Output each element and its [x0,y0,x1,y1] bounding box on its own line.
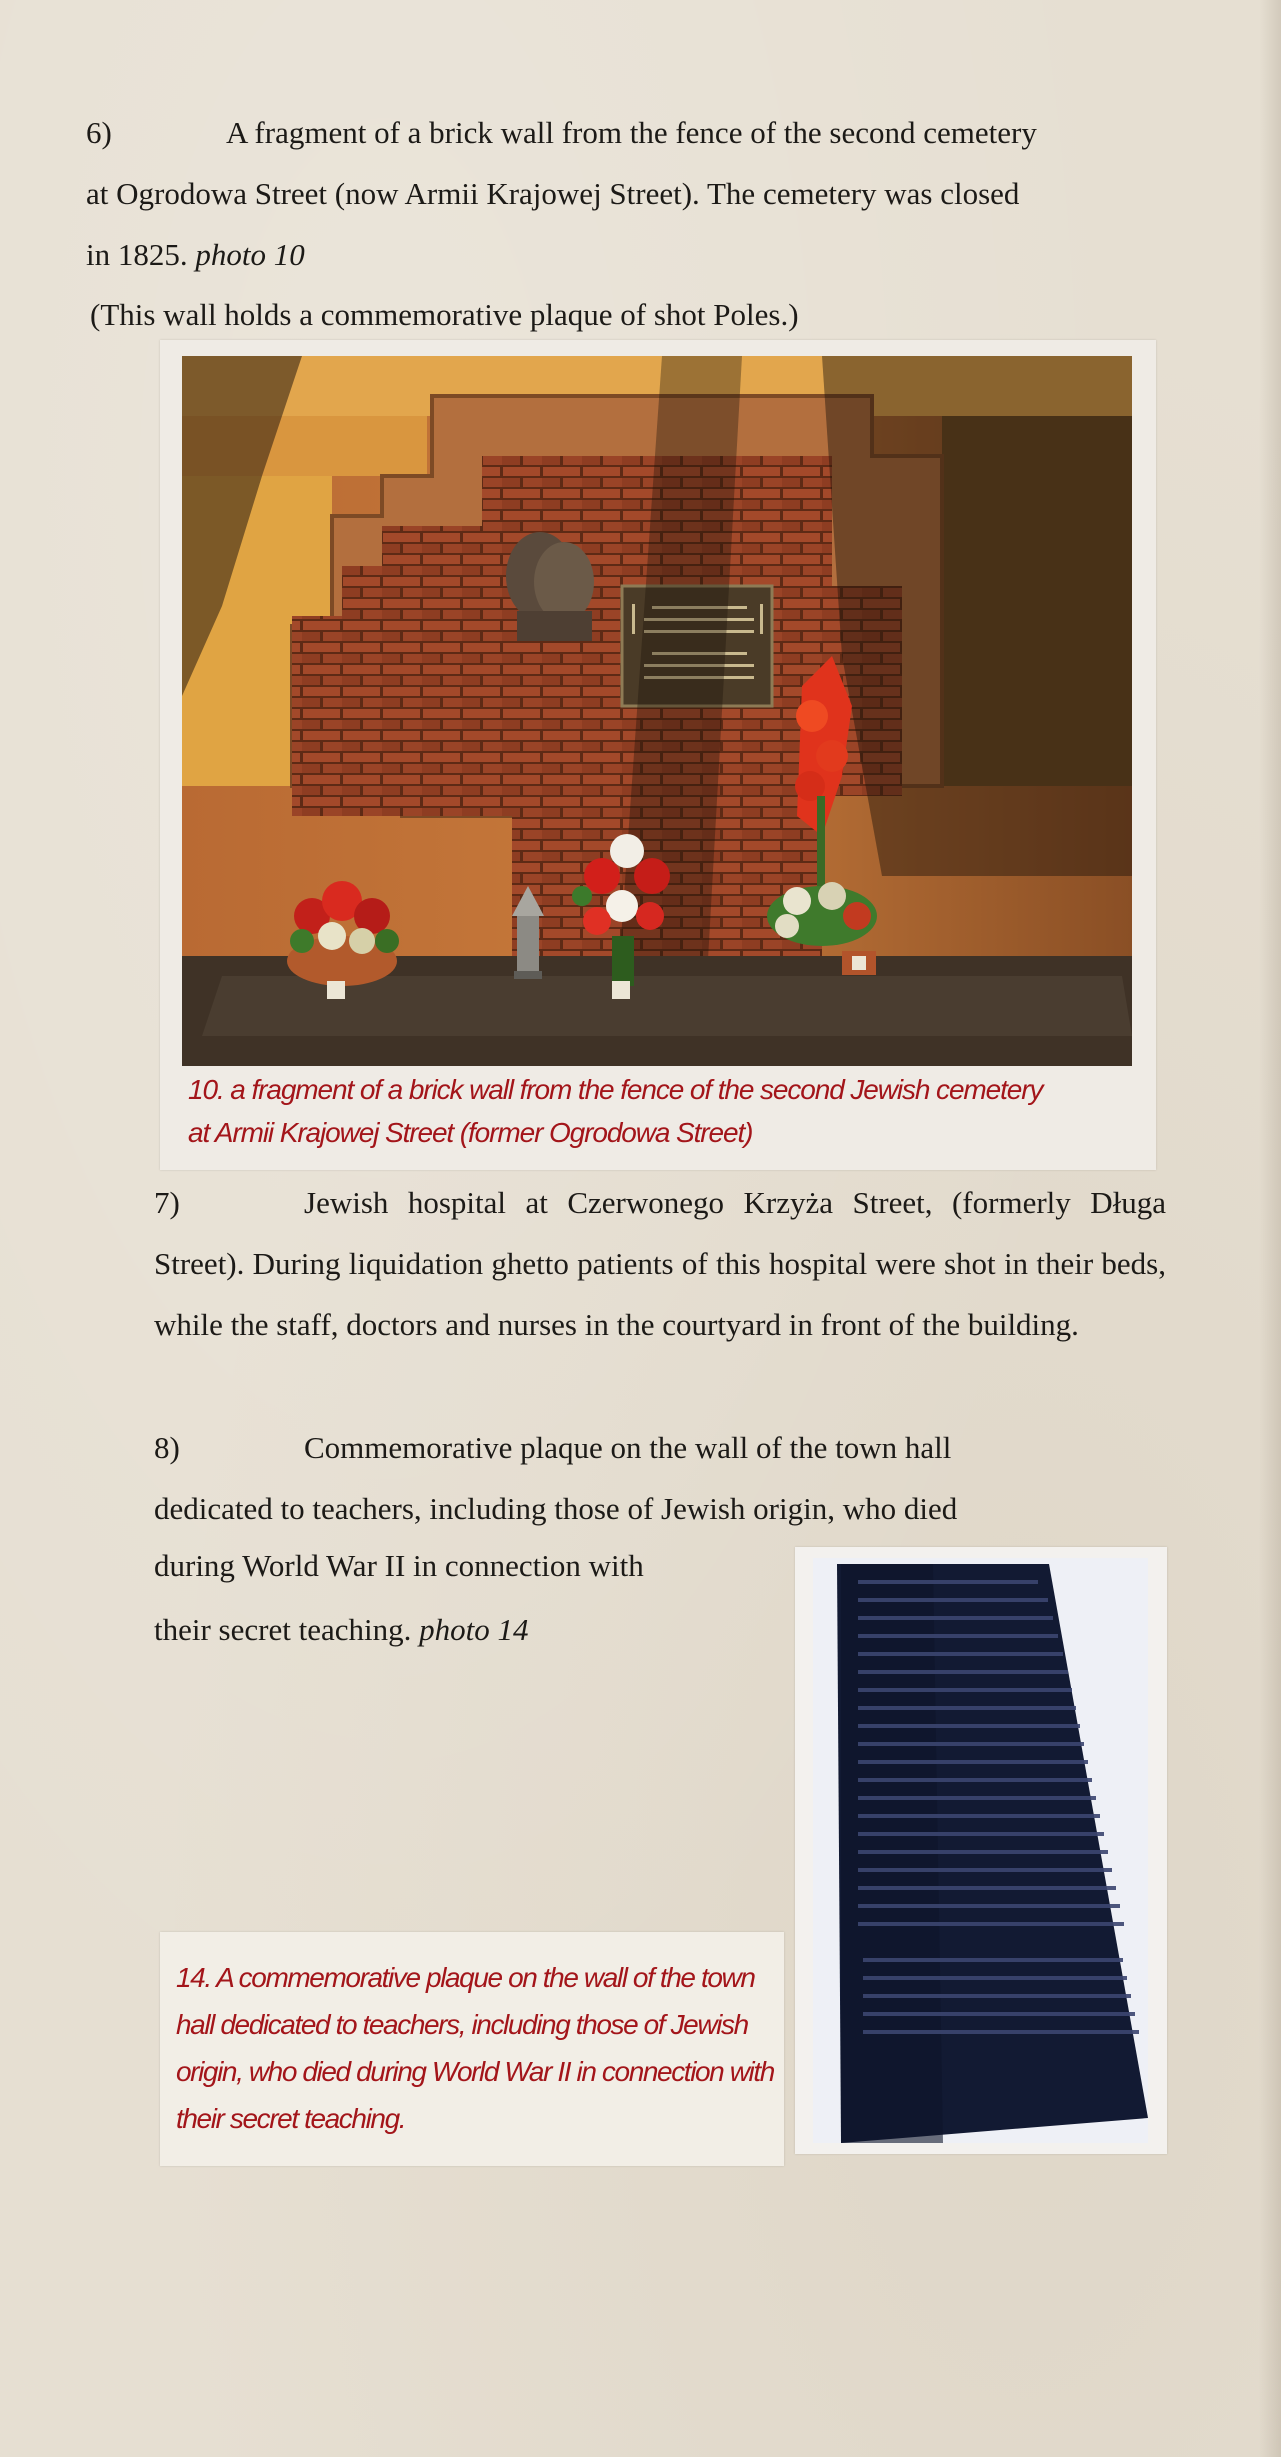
section-8-text [154,1417,1166,1539]
section-8-line-3: during World War II in connection with [154,1548,644,1583]
section-6-line-1: A fragment of a brick wall from the fence of the second cemetery [226,115,1037,150]
section-8-photo-ref: photo 14 [419,1612,529,1647]
section-8-line-1: Commemorative plaque on the wall of the town hall [304,1430,952,1465]
section-8-line-4: their secret teaching. [154,1612,412,1647]
section-8-number: 8) [154,1430,180,1465]
photo-10-frame [160,340,1156,1170]
section-7-text [154,1172,1166,1355]
section-6-photo-ref: photo 10 [195,237,305,272]
photo-10-caption-line-2: at Armii Krajowej Street (former Ogrodowa Street) [188,1117,753,1148]
section-8-text-continued [154,1534,794,1662]
section-6-note: (This wall holds a commemorative plaque of shot Poles.) [90,297,799,332]
section-6-text [86,102,1216,285]
photo-14-caption-box [160,1932,784,2166]
photo-14-image [813,1558,1148,2143]
photo-10-caption-line-1: 10. a fragment of a brick wall from the fence of the second Jewish cemetery [188,1074,1043,1105]
section-8-line-2: dedicated to teachers, including those of Jewish origin, who died [154,1491,958,1526]
page-edge [1259,0,1281,2457]
photo-10-image [182,356,1132,1066]
section-7-body: Jewish hospital at Czerwonego Krzyża Street, (formerly Długa Street). During liquidation ghetto patients of this hospital were shot in their beds, while the staff, doctors and nurses in the courtyard in front of the building. [154,1185,1166,1342]
section-7-number: 7) [154,1185,180,1220]
photo-14-photo-frame [795,1547,1167,2154]
photo-14-caption-line-1: 14. A commemorative plaque on the wall of the town [176,1962,755,1993]
photo-14-caption-line-3: origin, who died during World War II in connection with [176,2056,774,2087]
section-6-number: 6) [86,115,112,150]
photo-10-caption [188,1068,1138,1154]
section-6-line-3: in 1825. [86,237,188,272]
photo-14-caption-line-2: hall dedicated to teachers, including those of Jewish [176,2009,748,2040]
photo-14-caption [176,1954,776,2142]
photo-14-caption-line-4: their secret teaching. [176,2103,406,2134]
section-6-line-2: at Ogrodowa Street (now Armii Krajowej Street). The cemetery was closed [86,176,1020,211]
